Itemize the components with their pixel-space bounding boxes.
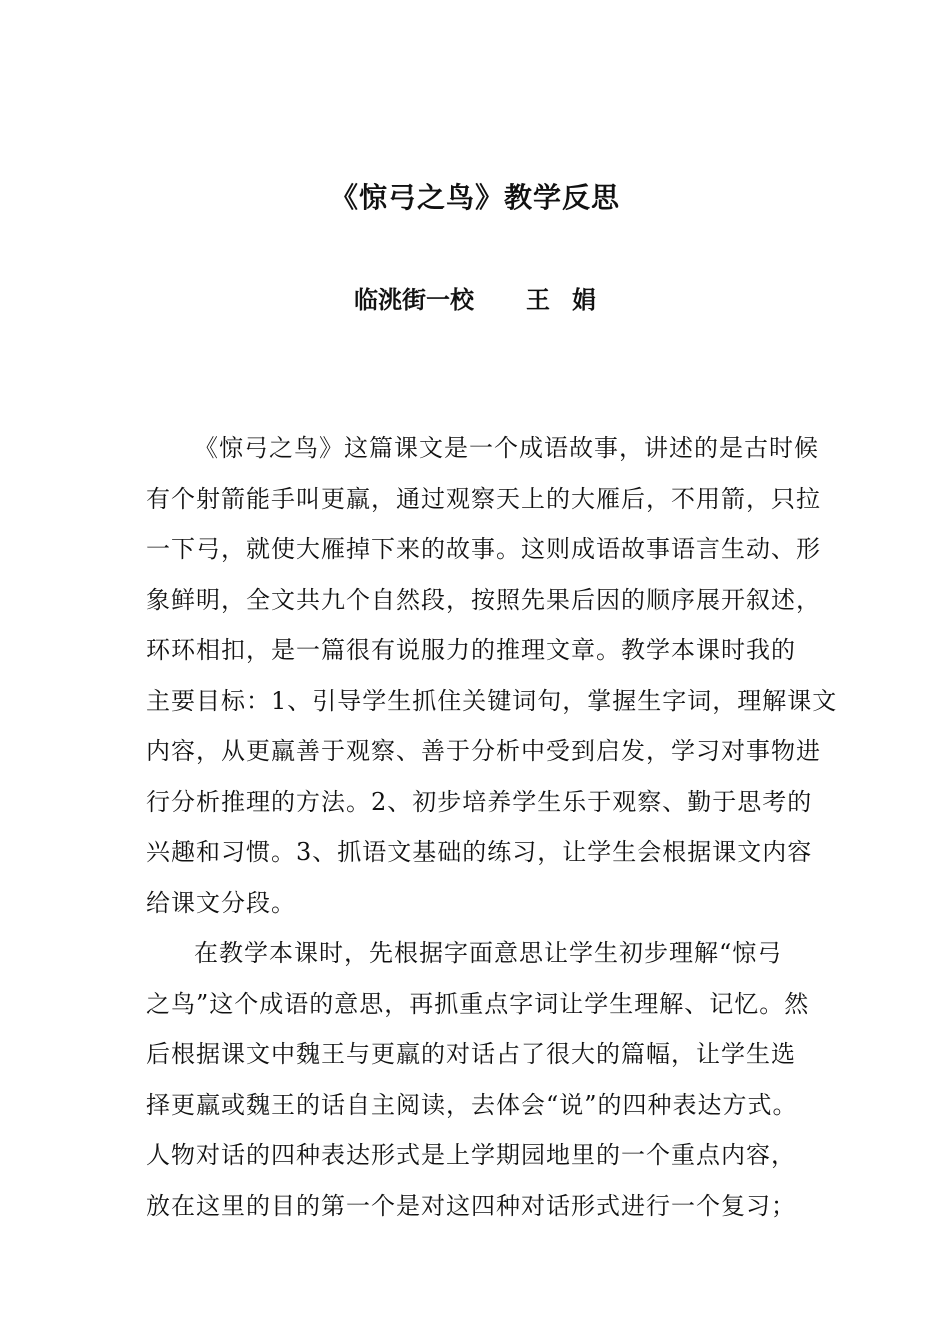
body-text: [146, 428, 838, 1236]
paragraph-1: [146, 428, 838, 933]
text-line: 有个射箭能手叫更羸，通过观察天上的大雁后，不用箭，只拉: [146, 484, 821, 513]
school-name: 临洮街一校: [354, 286, 474, 314]
text-line: 行分析推理的方法。2、初步培养学生乐于观察、勤于思考的: [146, 787, 813, 816]
text-line: 内容，从更羸善于观察、善于分析中受到启发，学习对事物进: [146, 737, 821, 765]
text-line: 主要目标：1、引导学生抓住关键词句，掌握生字词，理解课文: [146, 686, 838, 715]
text-line: 之鸟”这个成语的意思，再抓重点字词让学生理解、记忆。然: [146, 989, 810, 1018]
text-line: 一下弓，就使大雁掉下来的故事。这则成语故事语言生动、形: [146, 535, 821, 563]
text-line: 给课文分段。: [146, 888, 296, 917]
author-name: 王娟: [526, 286, 618, 314]
byline: [0, 282, 950, 318]
text-line: 放在这里的目的第一个是对这四种对话形式进行一个复习；: [146, 1191, 796, 1220]
text-line: 象鲜明，全文共九个自然段，按照先果后因的顺序展开叙述，: [146, 585, 821, 614]
text-line: 《惊弓之鸟》这篇课文是一个成语故事，讲述的是古时候: [194, 434, 819, 462]
text-line: 兴趣和习惯。3、抓语文基础的练习，让学生会根据课文内容: [146, 838, 813, 866]
document-title: 《惊弓之鸟》教学反思: [329, 181, 620, 214]
paragraph-2: [146, 933, 826, 1236]
text-line: 在教学本课时，先根据字面意思让学生初步理解“惊弓: [194, 939, 783, 967]
text-line: 后根据课文中魏王与更羸的对话占了很大的篇幅，让学生选: [146, 1040, 796, 1068]
text-line: 人物对话的四种表达形式是上学期园地里的一个重点内容，: [146, 1141, 796, 1169]
text-line: 环环相扣，是一篇很有说服力的推理文章。教学本课时我的: [146, 636, 796, 664]
text-line: 择更羸或魏王的话自主阅读，去体会“说”的四种表达方式。: [146, 1090, 798, 1119]
